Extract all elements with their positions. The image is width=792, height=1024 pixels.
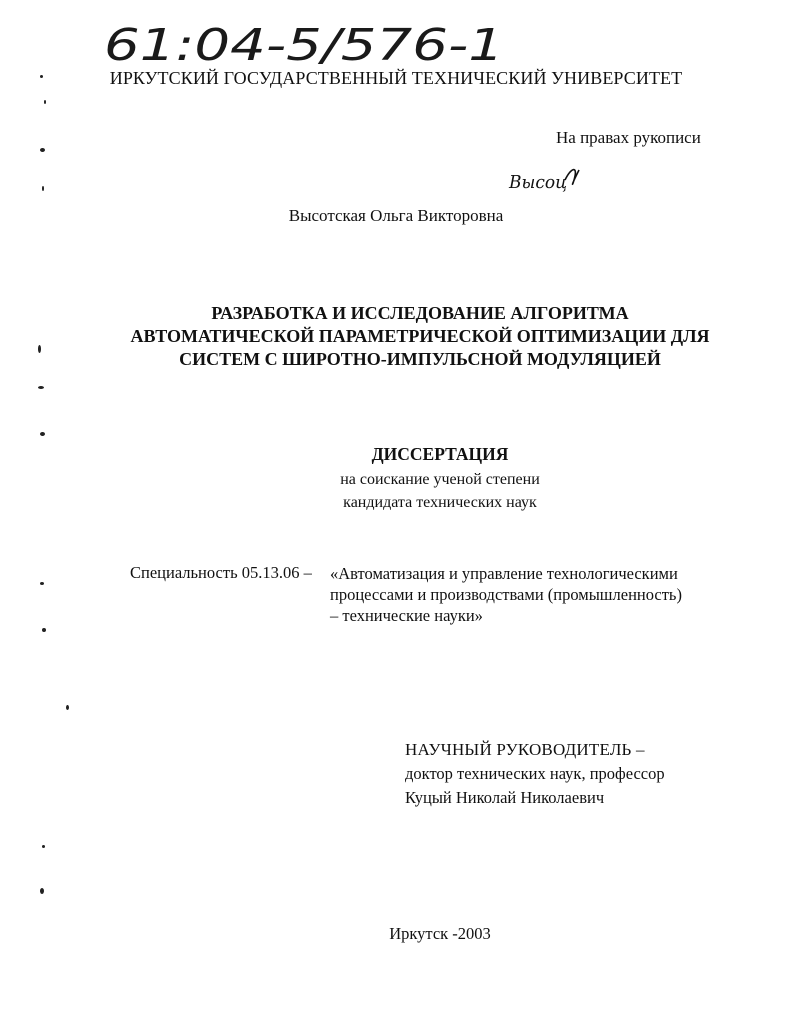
specialty-line-3: – технические науки»	[330, 606, 483, 625]
author-signature	[505, 160, 585, 200]
supervisor-block	[405, 738, 665, 810]
scan-speck	[42, 845, 45, 848]
scan-speck	[38, 386, 44, 389]
title-line-2: АВТОМАТИЧЕСКОЙ ПАРАМЕТРИЧЕСКОЙ ОПТИМИЗАЦИИ ДЛЯ	[130, 326, 710, 346]
scan-speck	[42, 186, 44, 191]
specialty-line-2: процессами и производствами (промышленность)	[330, 585, 682, 604]
signature-text: Высоц	[508, 172, 567, 193]
scan-speck	[38, 345, 41, 353]
specialty-label: Специальность 05.13.06 –	[130, 563, 312, 582]
scan-speck	[44, 100, 46, 104]
supervisor-heading: НАУЧНЫЙ РУКОВОДИТЕЛЬ –	[405, 740, 645, 759]
dissertation-title	[110, 302, 730, 371]
degree-line-1: на соискание ученой степени	[340, 471, 540, 488]
title-line-1: РАЗРАБОТКА И ИССЛЕДОВАНИЕ АЛГОРИТМА	[211, 303, 629, 323]
university-name: ИРКУТСКИЙ ГОСУДАРСТВЕННЫЙ ТЕХНИЧЕСКИЙ УНИВЕРСИТЕТ	[109, 68, 683, 88]
title-line-3: СИСТЕМ С ШИРОТНО-ИМПУЛЬСНОЙ МОДУЛЯЦИЕЙ	[179, 349, 661, 369]
document-type: ДИССЕРТАЦИЯ	[371, 444, 509, 464]
supervisor-line-1: доктор технических наук, профессор	[405, 764, 665, 783]
scan-speck	[42, 628, 46, 632]
scan-speck	[40, 75, 43, 78]
scan-speck	[40, 148, 45, 152]
manuscript-note: На правах рукописи	[556, 128, 701, 147]
degree-line-2: кандидата технических наук	[343, 494, 537, 511]
scan-speck	[40, 582, 44, 585]
supervisor-line-2: Куцый Николай Николаевич	[405, 788, 605, 807]
city-year: Иркутск -2003	[389, 924, 491, 943]
degree-block	[0, 468, 792, 514]
author-name: Высотская Ольга Викторовна	[288, 206, 504, 225]
specialty-line-1: «Автоматизация и управление технологическими	[330, 564, 678, 583]
handwritten-archive-number	[100, 14, 520, 74]
scan-speck	[40, 432, 45, 436]
scan-speck	[66, 705, 69, 710]
handwritten-number-text: 61:04-5/576-1	[104, 20, 504, 71]
specialty-value	[330, 563, 682, 626]
scan-speck	[40, 888, 44, 894]
